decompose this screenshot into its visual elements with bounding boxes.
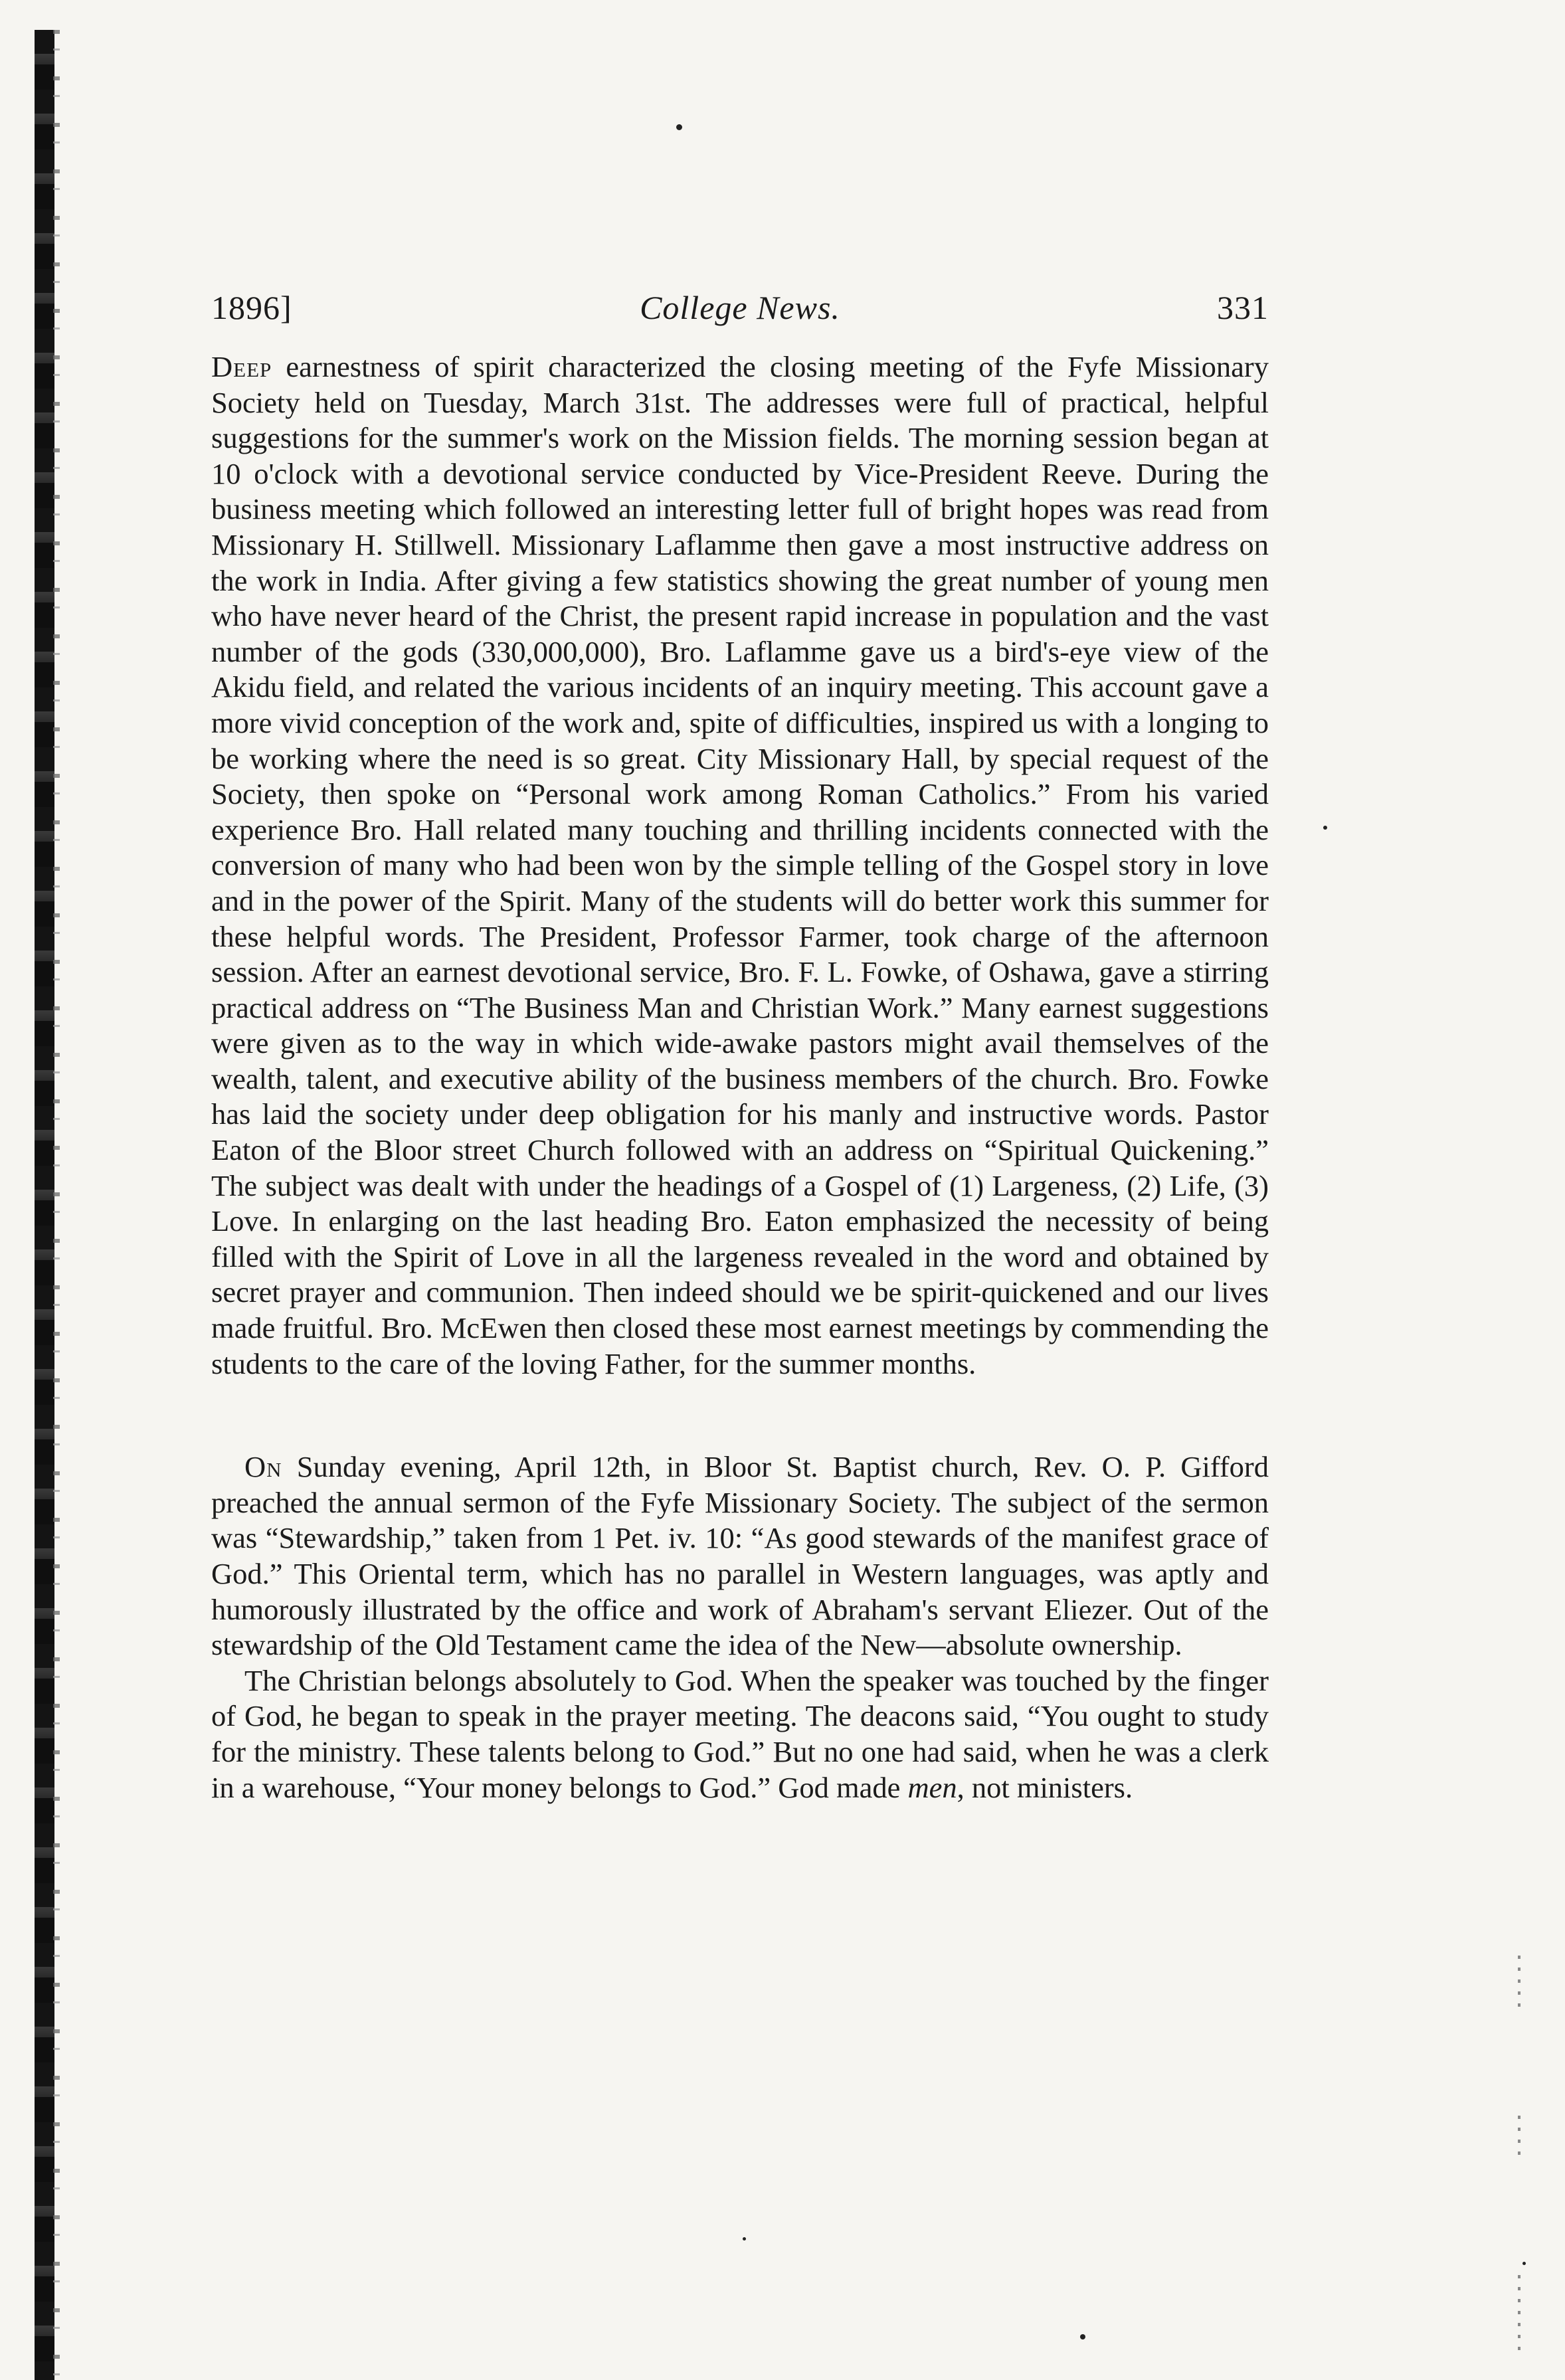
paragraph-christian-belongs [211,1663,1269,1805]
header-year: 1896] [211,289,292,326]
scan-speck [1080,2334,1085,2339]
paragraph-lead: Deep [211,350,272,383]
paragraph-text-end: , not ministers. [957,1770,1133,1804]
article-body [211,349,1269,1805]
paragraph-missionary-meeting [211,349,1269,1382]
scan-speck [1522,2262,1526,2265]
paragraph-emphasis: men [907,1770,957,1804]
scan-margin-marks [1518,2116,1520,2155]
scan-margin-marks [1518,1956,1520,2015]
header-title: College News. [640,289,840,326]
scan-binding-fray [53,30,60,2380]
paragraph-text: The Christian belongs absolutely to God. When the speaker was touched by the finger of God, he began to speak in the prayer meeting. The deacons said, “You ought to study for the ministry. These talents belong to God.” But no one had said, when he was a clerk in a warehouse, “Your money belongs to God.” God made [211,1663,1269,1804]
paragraph-annual-sermon [211,1449,1269,1663]
scan-speck [743,2237,746,2241]
paragraph-text: Sunday evening, April 12th, in Bloor St. Baptist church, Rev. O. P. Gifford preached the annual sermon of the Fyfe Missionary Society. The subject of the sermon was “Stewardship,” taken from 1 Pet. iv. 10: “As good stewards of the manifest grace of God.” This Oriental term, which has no parallel in Western languages, was aptly and humorously illustrated by the office and work of Abraham's servant Eliezer. Out of the stewardship of the Old Testament came the idea of the New—absolute ownership. [211,1450,1269,1662]
header-page-number: 331 [1217,289,1269,326]
scan-binding-edge [35,30,54,2380]
scan-margin-marks [1518,2275,1520,2355]
paragraph-lead: On [244,1450,282,1484]
scan-speck [676,124,682,130]
paragraph-text: earnestness of spirit characterized the closing meeting of the Fyfe Missionary Society held on Tuesday, March 31st. The addresses were full of practical, helpful suggestions for the summer's work on the Mission fields. The morning session began at 10 o'clock with a devotional service conducted by Vice-President Reeve. During the business meeting which followed an interesting letter full of bright hopes was read from Missionary H. Stillwell. Missionary Laflamme then gave a most instructive address on the work in India. After giving a few statistics showing the great number of young men who have never heard of the Christ, the present rapid increase in population and the vast number of the gods (330,000,000), Bro. Laflamme gave us a bird's-eye view of the Akidu field, and related the various incidents of an inquiry meeting. This account gave a more vivid conception of the work and, spite of difficulties, inspired us with a longing to be working where the need is so great. City Missionary Hall, by special request of the Society, then spoke on “Personal work among Roman Catholics.” From his varied experience Bro. Hall related many touching and thrilling incidents connected with the conversion of many who had been won by the simple telling of the Gospel story in love and in the power of the Spirit. Many of the students will do better work this summer for these helpful words. The President, Professor Farmer, took charge of the afternoon session. After an earnest devotional service, Bro. F. L. Fowke, of Oshawa, gave a stirring practical address on “The Business Man and Christian Work.” Many earnest suggestions were given as to the way in which wide-awake pastors might avail themselves of the wealth, talent, and executive ability of the business members of the church. Bro. Fowke has laid the society under deep obligation for his manly and instructive words. Pastor Eaton of the Bloor street Church followed with an address on “Spiritual Quickening.” The subject was dealt with under the headings of a Gospel of (1) Largeness, (2) Life, (3) Love. In enlarging on the last heading Bro. Eaton emphasized the necessity of being filled with the Spirit of Love in all the largeness revealed in the word and obtained by secret prayer and communion. Then indeed should we be spirit-quickened and our lives made fruitful. Bro. McEwen then closed these most earnest meetings by commending the students to the care of the loving Father, for the summer months. [211,350,1269,1380]
scan-speck [1323,826,1327,830]
running-header [211,278,1269,337]
